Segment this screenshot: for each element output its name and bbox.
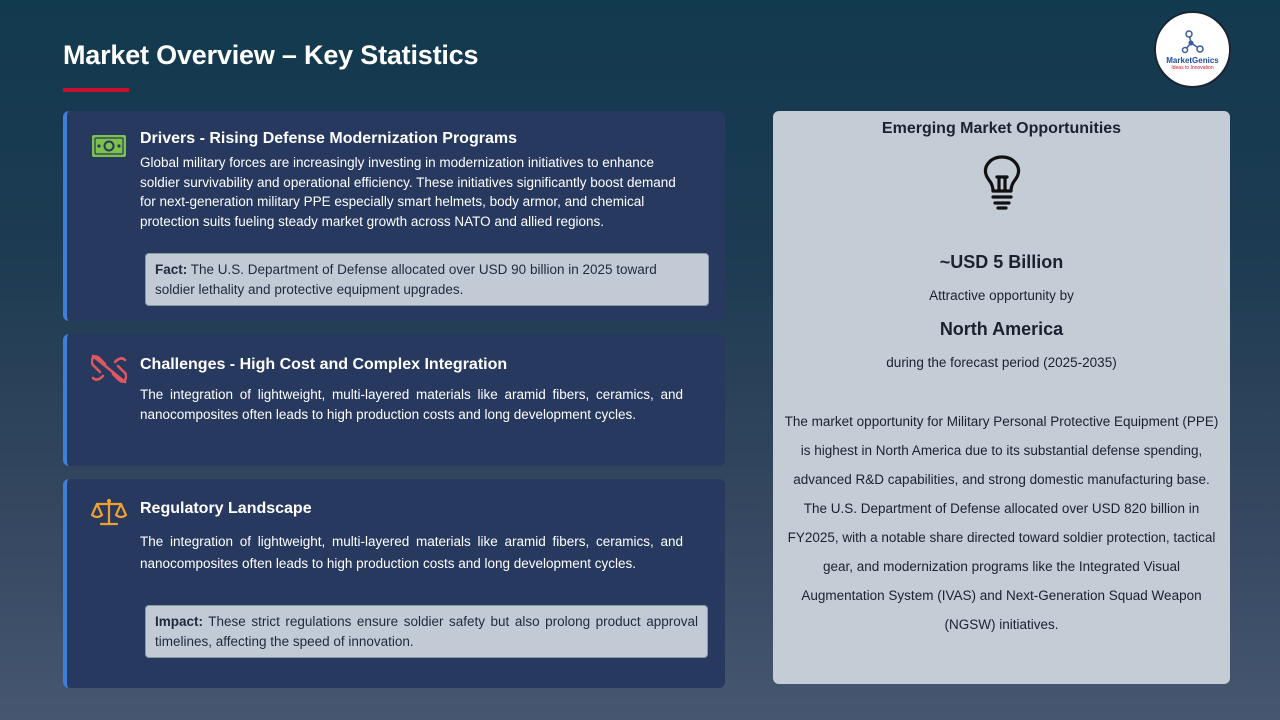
lightbulb-icon <box>978 155 1026 211</box>
logo-name: MarketGenics <box>1166 55 1219 65</box>
page-title: Market Overview – Key Statistics <box>63 40 479 70</box>
title-underline <box>63 88 129 92</box>
fact-text: The U.S. Department of Defense allocated over USD 90 billion in 2025 toward soldier lethality and protective equipment upgrades. <box>155 262 657 297</box>
opportunity-subtitle: Attractive opportunity by <box>929 288 1074 303</box>
opportunity-title: Emerging Market Opportunities <box>881 120 1122 137</box>
impact-label: Impact: <box>155 614 204 629</box>
impact-text: These strict regulations ensure soldier safety but also prolong product approval timelines, affecting the speed of innovation. <box>155 614 698 649</box>
opportunity-region: North America <box>939 319 1064 339</box>
opportunity-description: The market opportunity for Military Personal Protective Equipment (PPE) is highest in North America due to its substantial defense spending, advanced R&D capabilities, and strong domestic manufacturing base. The U.S. Department of Defense allocated over USD 820 billion in FY2025, with a notable share directed toward soldier protection, tactical gear, and modernization programs like the Integrated Visual Augmentation System (IVAS) and Next-Generation Squad Weapon (NGSW) initiatives. <box>784 414 1219 632</box>
challenges-heading: Challenges - High Cost and Complex Integration <box>140 356 508 373</box>
fact-label: Fact: <box>155 262 188 277</box>
regulatory-body: The integration of lightweight, multi-layered materials like aramid fibers, ceramics, and nanocomposites often leads to high production costs and long development cycles. <box>140 534 683 571</box>
opportunity-amount: ~USD 5 Billion <box>939 252 1064 272</box>
drivers-body: Global military forces are increasingly investing in modernization initiatives to enhance soldier survivability and operational efficiency. These initiatives significantly boost demand for next-generation military PPE especially smart helmets, body armor, and chemical protection suits fueling steady market growth across NATO and allied regions. <box>140 155 676 229</box>
regulatory-card <box>63 479 725 688</box>
drivers-heading: Drivers - Rising Defense Modernization Programs <box>140 130 517 147</box>
money-icon <box>91 131 127 161</box>
drivers-card <box>63 111 725 321</box>
broken-link-icon <box>91 354 127 384</box>
challenges-body: The integration of lightweight, multi-layered materials like aramid fibers, ceramics, and nanocomposites often leads to high production costs and long development cycles. <box>140 387 683 422</box>
scale-icon <box>91 497 127 527</box>
impact-box <box>145 605 708 658</box>
regulatory-heading: Regulatory Landscape <box>140 500 312 517</box>
fact-box <box>145 253 709 306</box>
forecast-period: during the forecast period (2025-2035) <box>886 355 1117 370</box>
network-logo-icon <box>1181 29 1205 55</box>
opportunity-panel <box>773 111 1230 684</box>
company-logo <box>1154 11 1231 88</box>
challenges-card <box>63 334 725 466</box>
logo-tagline: Ideas to Innovation <box>1171 64 1214 71</box>
